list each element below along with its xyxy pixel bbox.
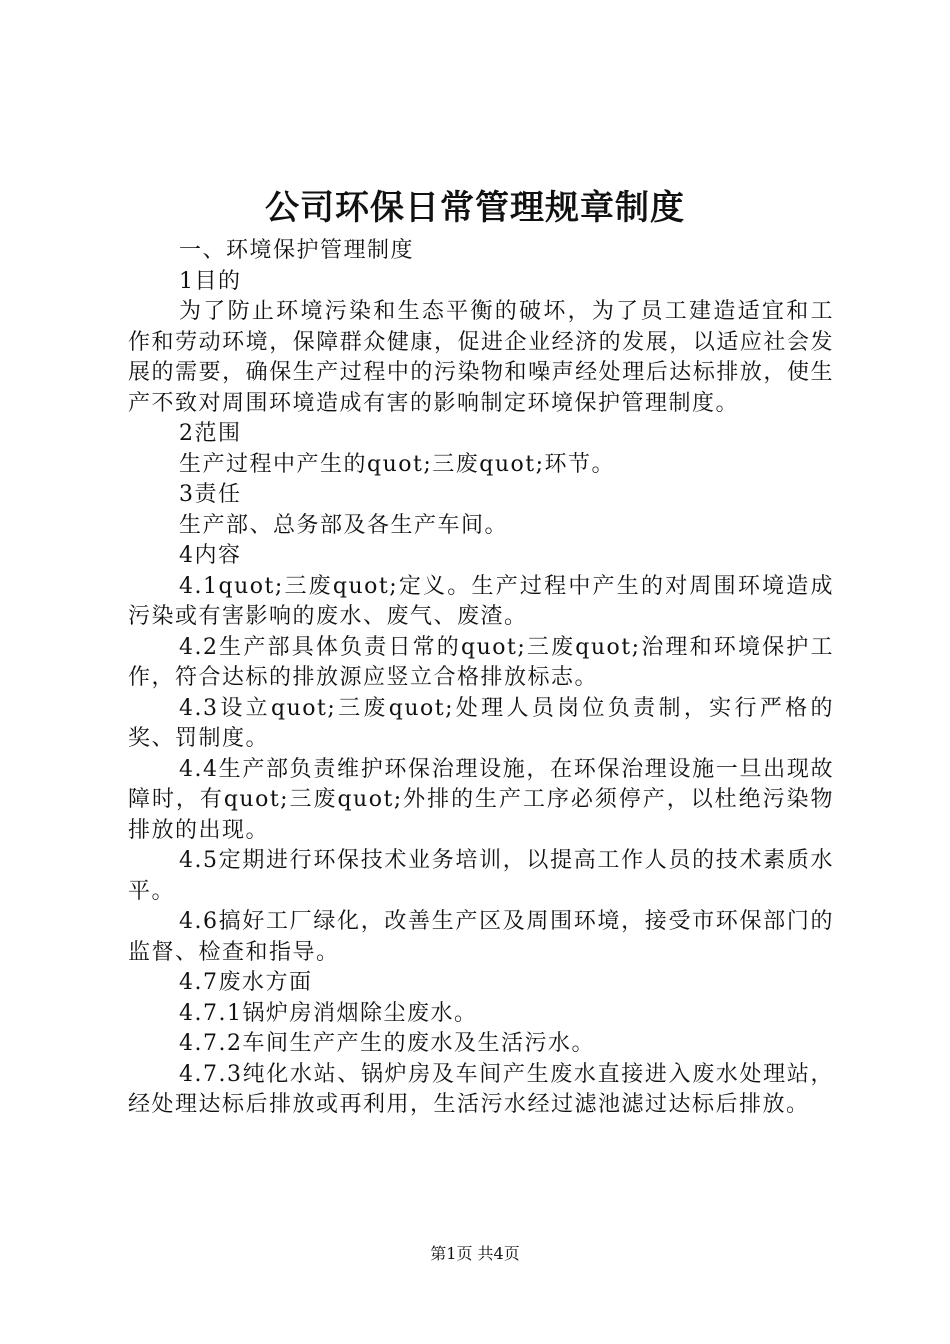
body-paragraph: 4.1quot;三废quot;定义。生产过程中产生的对周围环境造成污染或有害影响的废水、废气、废渣。 xyxy=(128,573,834,629)
body-paragraph: 4.2生产部具体负责日常的quot;三废quot;治理和环境保护工作，符合达标的排放源应竖立合格排放标志。 xyxy=(128,634,834,690)
subsection-heading: 4.7废水方面 xyxy=(179,970,313,995)
document-title: 公司环保日常管理规章制度 xyxy=(265,188,685,228)
body-paragraph: 生产过程中产生的quot;三废quot;环节。 xyxy=(179,451,616,477)
body-paragraph: 4.7.2车间生产产生的废水及生活污水。 xyxy=(179,1031,595,1056)
body-paragraph: 为了防止环境污染和生态平衡的破坏，为了员工建造适宜和工作和劳动环境，保障群众健康，促进企业经济的发展，以适应社会发展的需要，确保生产过程中的污染物和噪声经处理后达标排放，使生产不致对周围环境造成有害的影响制定环境保护管理制度。 xyxy=(128,299,834,416)
subsection-heading: 1目的 xyxy=(179,268,242,294)
body-paragraph: 4.7.3纯化水站、锅炉房及车间产生废水直接进入废水处理站，经处理达标后排放或再利用，生活污水经过滤池滤过达标后排放。 xyxy=(128,1061,834,1117)
body-paragraph: 生产部、总务部及各生产车间。 xyxy=(179,512,509,538)
subsection-heading: 3责任 xyxy=(179,482,242,507)
section-heading: 一、环境保护管理制度 xyxy=(179,238,415,263)
subsection-heading: 2范围 xyxy=(179,421,242,446)
body-paragraph: 4.7.1锅炉房消烟除尘废水。 xyxy=(179,1000,478,1026)
document-body xyxy=(128,236,834,1121)
body-paragraph: 4.6搞好工厂绿化，改善生产区及周围环境，接受市环保部门的监督、检查和指导。 xyxy=(128,909,834,965)
page-number-footer: 第1页 共4页 xyxy=(430,1244,520,1263)
body-paragraph: 4.4生产部负责维护环保治理设施，在环保治理设施一旦出现故障时，有quot;三废quot;外排的生产工序必须停产，以杜绝污染物排放的出现。 xyxy=(128,756,834,843)
body-paragraph: 4.5定期进行环保技术业务培训，以提高工作人员的技术素质水平。 xyxy=(128,848,834,904)
subsection-heading: 4内容 xyxy=(179,543,242,568)
body-paragraph: 4.3设立quot;三废quot;处理人员岗位负责制，实行严格的奖、罚制度。 xyxy=(128,695,834,751)
